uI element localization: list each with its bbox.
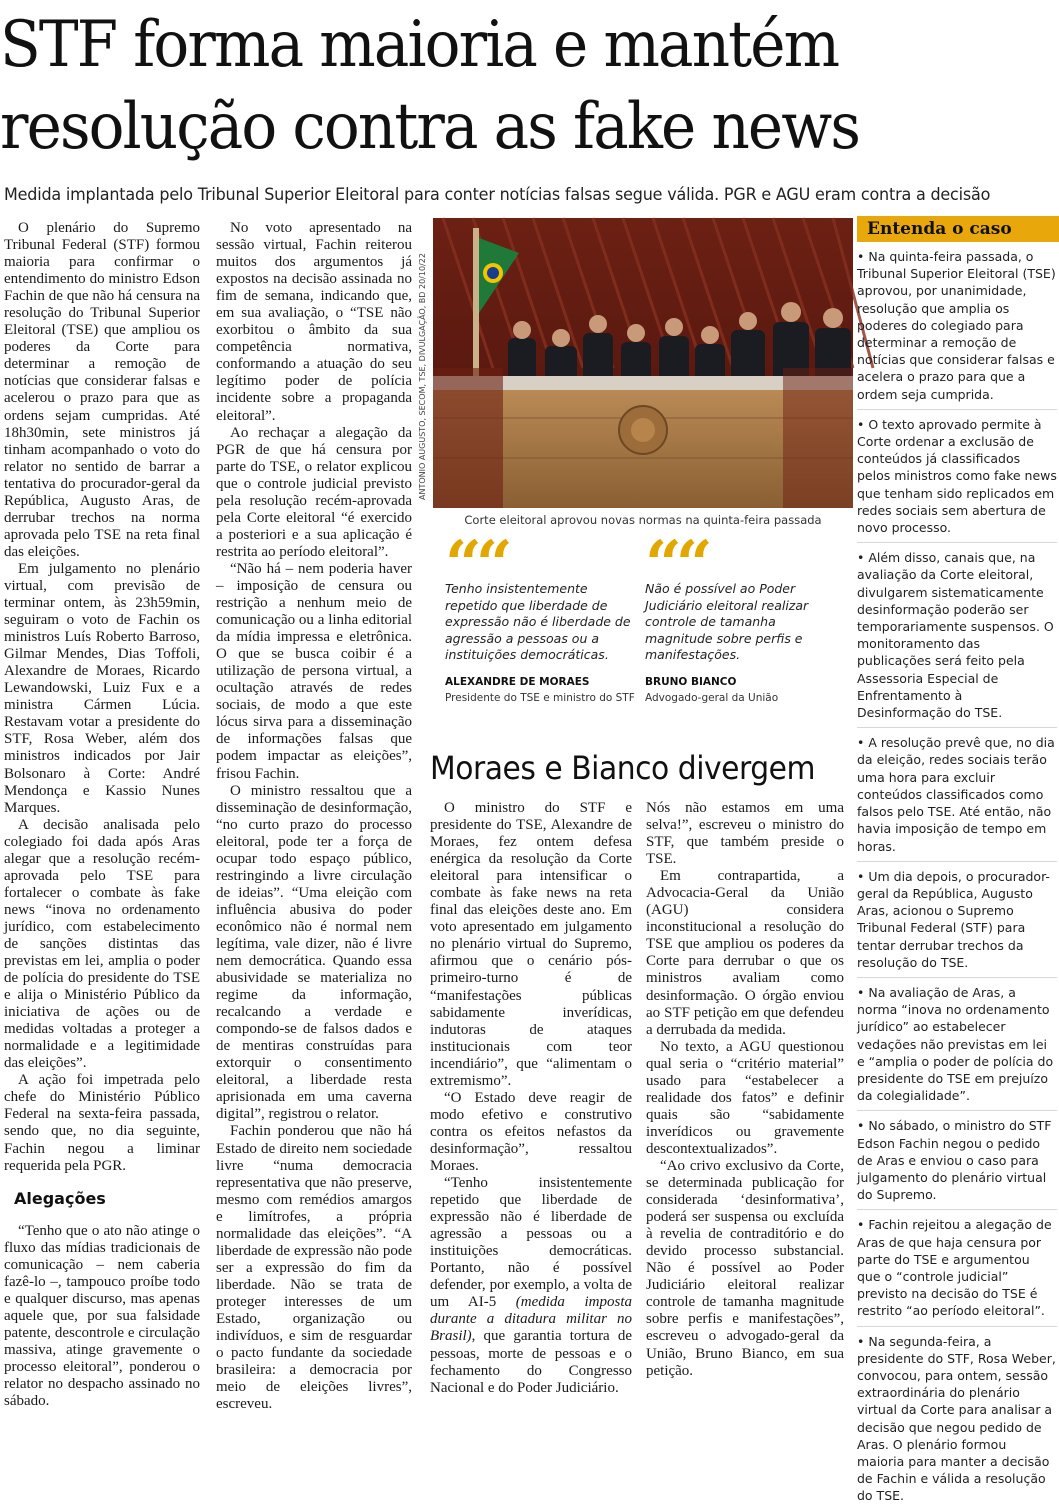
sidebar-item: • Além disso, canais que, na avaliação da Corte eleitoral, divulgarem sistematicamente desinformação poderão ser temporariamente suspensos. O monitoramento das publicações será feito pela Assessoria Especial de Enfrentamento à Desinformação do TSE. bbox=[857, 549, 1057, 728]
paragraph: O plenário do Supremo Tribunal Federal (STF) formou maioria para confirmar o entendimento do ministro Edson Fachin de que não há censura na resolução do Tribunal Superior Eleitoral (TSE) que ampliou os poderes da Corte para determinar a remoção de notícias que considerar falsas e acelerou o prazo para que as ordens sejam cumpridas. Até 18h30min, sete ministros já tinham acompanhado o voto do relator no sentido de barrar a tentativa do procurador-geral da República, Augusto Aras, de derrubar trechos na norma aprovada pelo TSE na reta final das eleições. bbox=[4, 220, 200, 560]
quote-author-name: ALEXANDRE DE MORAES bbox=[445, 676, 590, 688]
section-title-alegacoes: Alegações bbox=[14, 1188, 106, 1208]
sidebar-item: • O texto aprovado permite à Corte ordenar a exclusão de conteúdos já classificados pelos ministros como fake news que tenham sido replicados em redes sociais sem abertura de novo processo. bbox=[857, 416, 1057, 543]
sidebar-item: • Na quinta-feira passada, o Tribunal Superior Eleitoral (TSE) aprovou, por unanimidade, resolução que amplia os poderes do colegiado para determinar a remoção de notícias que considerar falsas e acelera o prazo para que a ordem seja cumprida. bbox=[857, 248, 1057, 410]
sidebar-item: • Na avaliação de Aras, a norma “inova no ordenamento jurídico” ao estabelecer vedações não previstas em lei e “amplia o poder de polícia do presidente do TSE em prejuízo da colegialidade”. bbox=[857, 984, 1057, 1111]
quote-mark-icon bbox=[645, 527, 835, 602]
paragraph bbox=[430, 1175, 632, 1397]
sidebar-entenda-o-caso bbox=[857, 248, 1057, 1504]
court-session-illustration bbox=[433, 218, 853, 508]
section-title-moraes-bianco: Moraes e Bianco divergem bbox=[430, 749, 816, 787]
sidebar-title: Entenda o caso bbox=[857, 216, 1059, 242]
article-column-4 bbox=[646, 800, 844, 1379]
sidebar-item: • Um dia depois, o procurador-geral da República, Augusto Aras, acionou o Supremo Tribunal Federal (STF) para tentar derrubar trechos da resolução do TSE. bbox=[857, 868, 1057, 978]
paragraph: Em julgamento no plenário virtual, com previsão de terminar ontem, às 23h59min, seguiram o voto de Fachin os ministros Luís Roberto Barroso, Gilmar Mendes, Dias Toffoli, Alexandre de Moraes, Ricardo Lewandowski, Luiz Fux e a ministra Cármen Lúcia. Restavam votar a presidente do STF, Rosa Weber, além dos ministros indicados por Jair Bolsonaro à Corte: André Mendonça e Kassio Nunes Marques. bbox=[4, 560, 200, 816]
paragraph-text: , que garantia tortura de pessoas, morte de pessoas e o fechamento do Congresso Nacional e do Poder Judiciário. bbox=[430, 1328, 632, 1396]
quote-mark-glyph: “ bbox=[645, 527, 676, 602]
pull-quote-bianco bbox=[645, 527, 835, 704]
paragraph: “Tenho que o ato não atinge o fluxo das mídias tradicionais de comunicação – nem caberia fazê-lo –, tampouco proíbe todo e qualquer discurso, mas apenas aquele que, por sua falsidade patente, descontrole e circulação massiva, atinge gravemente o processo eleitoral”, ponderou o relator no despacho assinado no sábado. bbox=[4, 1222, 200, 1410]
sidebar-item: • No sábado, o ministro do STF Edson Fachin negou o pedido de Aras e enviou o caso para julgamento do plenário virtual do Supremo. bbox=[857, 1117, 1057, 1210]
photo-credit-text: ANTONIO AUGUSTO, SECOM, TSE, DIVULGAÇÃO, BD 20/10/22 bbox=[418, 253, 427, 500]
paragraph: A decisão analisada pelo colegiado foi dada após Aras alegar que a resolução recém-aprovada pelo TSE para fortalecer o combate às fake news “inova no ordenamento jurídico, com estabelecimento de sanções distintas das previstas em lei, amplia o poder de polícia do presidente do TSE e alija o Ministério Público da iniciativa de ações ou de medidas voltadas a proteger a normalidade e a legitimidade das eleições”. bbox=[4, 816, 200, 1072]
quote-author-role: Advogado-geral da União bbox=[645, 692, 779, 704]
subheadline: Medida implantada pelo Tribunal Superior Eleitoral para conter notícias falsas segue válida. PGR e AGU eram contra a decisão bbox=[4, 185, 991, 205]
paragraph: “Ao crivo exclusivo da Corte, se determinada publicação for considerada ‘desinformativa’, poderá ser suspensa ou excluída à revelia de contraditório e do devido processo substancial. Não é possível ao Poder Judiciário eleitoral realizar controle de tamanha magnitude sobre perfis e manifestações”, escreveu o advogado-geral da União, Bruno Bianco, em sua petição. bbox=[646, 1157, 844, 1379]
paragraph: No texto, a AGU questionou qual seria o “critério material” usado para “estabelecer a realidade dos fatos” e definir quais são “sabidamente inverídicos ou gravemente descontextualizados”. bbox=[646, 1038, 844, 1157]
photo-caption: Corte eleitoral aprovou novas normas na quinta-feira passada bbox=[464, 513, 822, 527]
paragraph: “Não há – nem poderia haver – imposição de censura ou restrição a nenhum meio de comunicação ou a linha editorial da mídia impressa e eletrônica. O que se busca coibir é a utilização de persona virtual, a ocultação através de redes sociais, de modo a que este lócus sirva para a disseminação de informações falsas que podem impactar as eleições”, frisou Fachin. bbox=[216, 560, 412, 782]
paragraph: A ação foi impetrada pelo chefe do Ministério Público Federal na sexta-feira passada, sendo que, no dia seguinte, Fachin negou a liminar requerida pela PGR. bbox=[4, 1072, 200, 1174]
article-column-2 bbox=[216, 220, 412, 1413]
court-session-photo bbox=[433, 218, 853, 508]
sidebar-item: • Na segunda-feira, a presidente do STF, Rosa Weber, convocou, para ontem, sessão extraordinária do plenário virtual da Corte para analisar a decisão que negou pedido de Aras. O plenário formou maioria para manter a decisão de Fachin e válida a resolução do TSE. bbox=[857, 1333, 1056, 1504]
headline-line-2: resolução contra as fake news bbox=[0, 90, 860, 164]
sidebar-item: • A resolução prevê que, no dia da eleição, redes sociais terão uma hora para excluir conteúdos classificados como falsos pelo TSE. Até então, não havia imposição de tempo em horas. bbox=[857, 734, 1057, 861]
paragraph: O ministro do STF e presidente do TSE, Alexandre de Moraes, fez ontem defesa enérgica da resolução da Corte eleitoral para intensificar o combate às fake news na reta final das eleições deste ano. Em voto apresentado em julgamento no plenário virtual do Supremo, afirmou que o cenário pós-primeiro-turno é de “manifestações públicas sabidamente inverídicas, indutoras de ataques institucionais com teor incendiário”, que “alimentam o extremismo”. bbox=[430, 800, 632, 1089]
pull-quote-moraes bbox=[445, 527, 635, 704]
sidebar-item: • Fachin rejeitou a alegação de Aras de que haja censura por parte do TSE e argumentou que o “controle judicial” previsto na decisão do TSE é restrito “ao período eleitoral”. bbox=[857, 1216, 1057, 1326]
paragraph: No voto apresentado na sessão virtual, Fachin reiterou muitos dos argumentos já expostos na decisão assinada no fim de semana, indicando que, em sua avaliação, o “TSE não exorbitou o âmbito da sua competência normativa, conformando a atuação do seu legítimo poder de polícia incidente sobre a propaganda eleitoral”. bbox=[216, 220, 412, 424]
paragraph: “O Estado deve reagir de modo efetivo e construtivo contra os efeitos nefastos da desinformação”, ressaltou Moraes. bbox=[430, 1089, 632, 1174]
paragraph: Fachin ponderou que não há Estado de direito nem sociedade livre “numa democracia representativa que não preserve, mesmo com remédios amargos e limítrofes, a própria normalidade das eleições”. “A liberdade de expressão não pode ser a expressão do fim da liberdade. Não se trata de proteger interesses de um Estado, organização ou indivíduos, e sim de resguardar o pacto fundante da sociedade brasileira: a democracia por meio de eleições livres”, escreveu. bbox=[216, 1123, 412, 1413]
quote-mark-glyph: “ bbox=[475, 527, 507, 602]
paragraph-text: “Tenho insistentemente repetido que liberdade de expressão não é liberdade de agressão a pessoas ou a instituições democráticas. Portanto, não é possível defender, por exemplo, a volta de um AI-5 bbox=[430, 1175, 632, 1311]
paragraph-italic-note: (medida imposta durante a ditadura militar no Brasil) bbox=[430, 1294, 632, 1345]
article-column-1 bbox=[4, 220, 200, 1410]
quote-author-name: BRUNO BIANCO bbox=[645, 676, 737, 688]
quote-author-role: Presidente do TSE e ministro do STF bbox=[445, 692, 635, 704]
quote-mark-icon bbox=[445, 527, 635, 602]
article-column-3 bbox=[430, 800, 632, 1396]
headline-line-1: STF forma maioria e mantém bbox=[0, 8, 839, 82]
quote-mark-glyph: “ bbox=[445, 527, 476, 602]
paragraph: Ao rechaçar a alegação da PGR de que há censura por parte do TSE, o relator explicou que o controle judicial previsto pela resolução recém-aprovada pela Corte eleitoral “é exercido a posteriori e a sua aplicação é restrita ao período eleitoral”. bbox=[216, 424, 412, 560]
paragraph: Nós não estamos em uma selva!”, escreveu o ministro do STF, que também preside o TSE. bbox=[646, 800, 844, 868]
headline bbox=[0, 4, 985, 168]
paragraph: O ministro ressaltou que a disseminação de desinformação, “no curto prazo do processo eleitoral, pode ter a força de ocupar todo espaço público, restringindo a livre circulação de ideias”. “Uma eleição com influência abusiva do poder econômico não é normal nem legítima, vale dizer, não é livre nem democrática. Quando essa abusividade se materializa no regime da informação, recalcando a verdade e compondo-se de falsos dados e de mentiras construídas para extorquir o consentimento eleitoral, a liberdade resta aprisionada em uma caverna digital”, registrou o relator. bbox=[216, 782, 412, 1123]
quote-text: Tenho insistentemente repetido que liberdade de expressão não é liberdade de agressão a pessoas ou a instituições democráticas. bbox=[445, 581, 631, 662]
photo-credit bbox=[418, 210, 432, 510]
quote-mark-glyph: “ bbox=[675, 527, 707, 602]
quote-text: Não é possível ao Poder Judiciário eleitoral realizar controle de tamanha magnitude sobre perfis e manifestações. bbox=[645, 581, 809, 662]
paragraph: Em contrapartida, a Advocacia-Geral da União (AGU) considera inconstitucional a resolução do TSE que ampliou os poderes da Corte para derrubar o que os ministros avaliam como desinformação. O órgão enviou ao STF petição em que defendeu a derrubada da medida. bbox=[646, 868, 844, 1038]
